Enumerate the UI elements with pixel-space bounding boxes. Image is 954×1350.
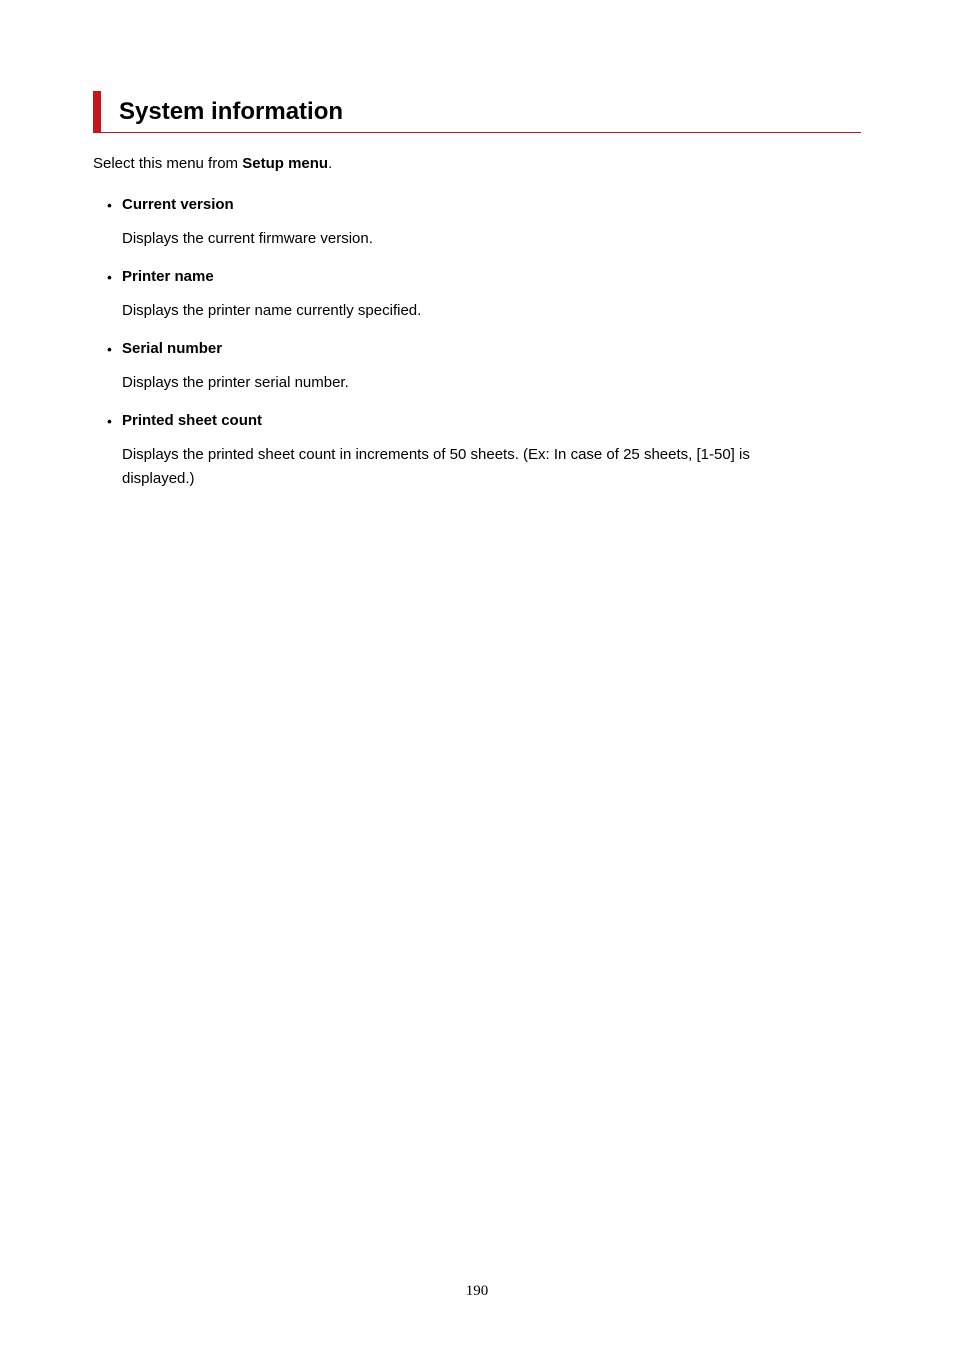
item-title: Current version — [122, 196, 234, 213]
page-title: System information — [119, 98, 344, 125]
intro-prefix: Select this menu from — [93, 155, 243, 172]
bullet-icon: • — [107, 269, 112, 285]
page-heading — [93, 91, 861, 133]
item-title: Serial number — [122, 340, 223, 357]
bullet-icon: • — [107, 413, 112, 429]
intro-suffix: . — [328, 155, 333, 172]
item-title: Printer name — [122, 268, 214, 285]
bullet-icon: • — [107, 197, 112, 213]
intro-menu-name: Setup menu — [242, 155, 329, 172]
item-description: Displays the printer serial number. — [122, 374, 349, 391]
item-description: Displays the printed sheet count in increments of 50 sheets. (Ex: In case of 25 sheets, [1-50] is displayed.) — [122, 446, 750, 487]
heading-accent-bar — [93, 91, 101, 133]
item-description: Displays the printer name currently specified. — [122, 302, 422, 319]
item-title: Printed sheet count — [122, 412, 263, 429]
intro-paragraph — [93, 154, 332, 174]
item-description: Displays the current firmware version. — [122, 230, 373, 247]
page-number: 190 — [465, 1283, 489, 1299]
bullet-icon: • — [107, 341, 112, 357]
